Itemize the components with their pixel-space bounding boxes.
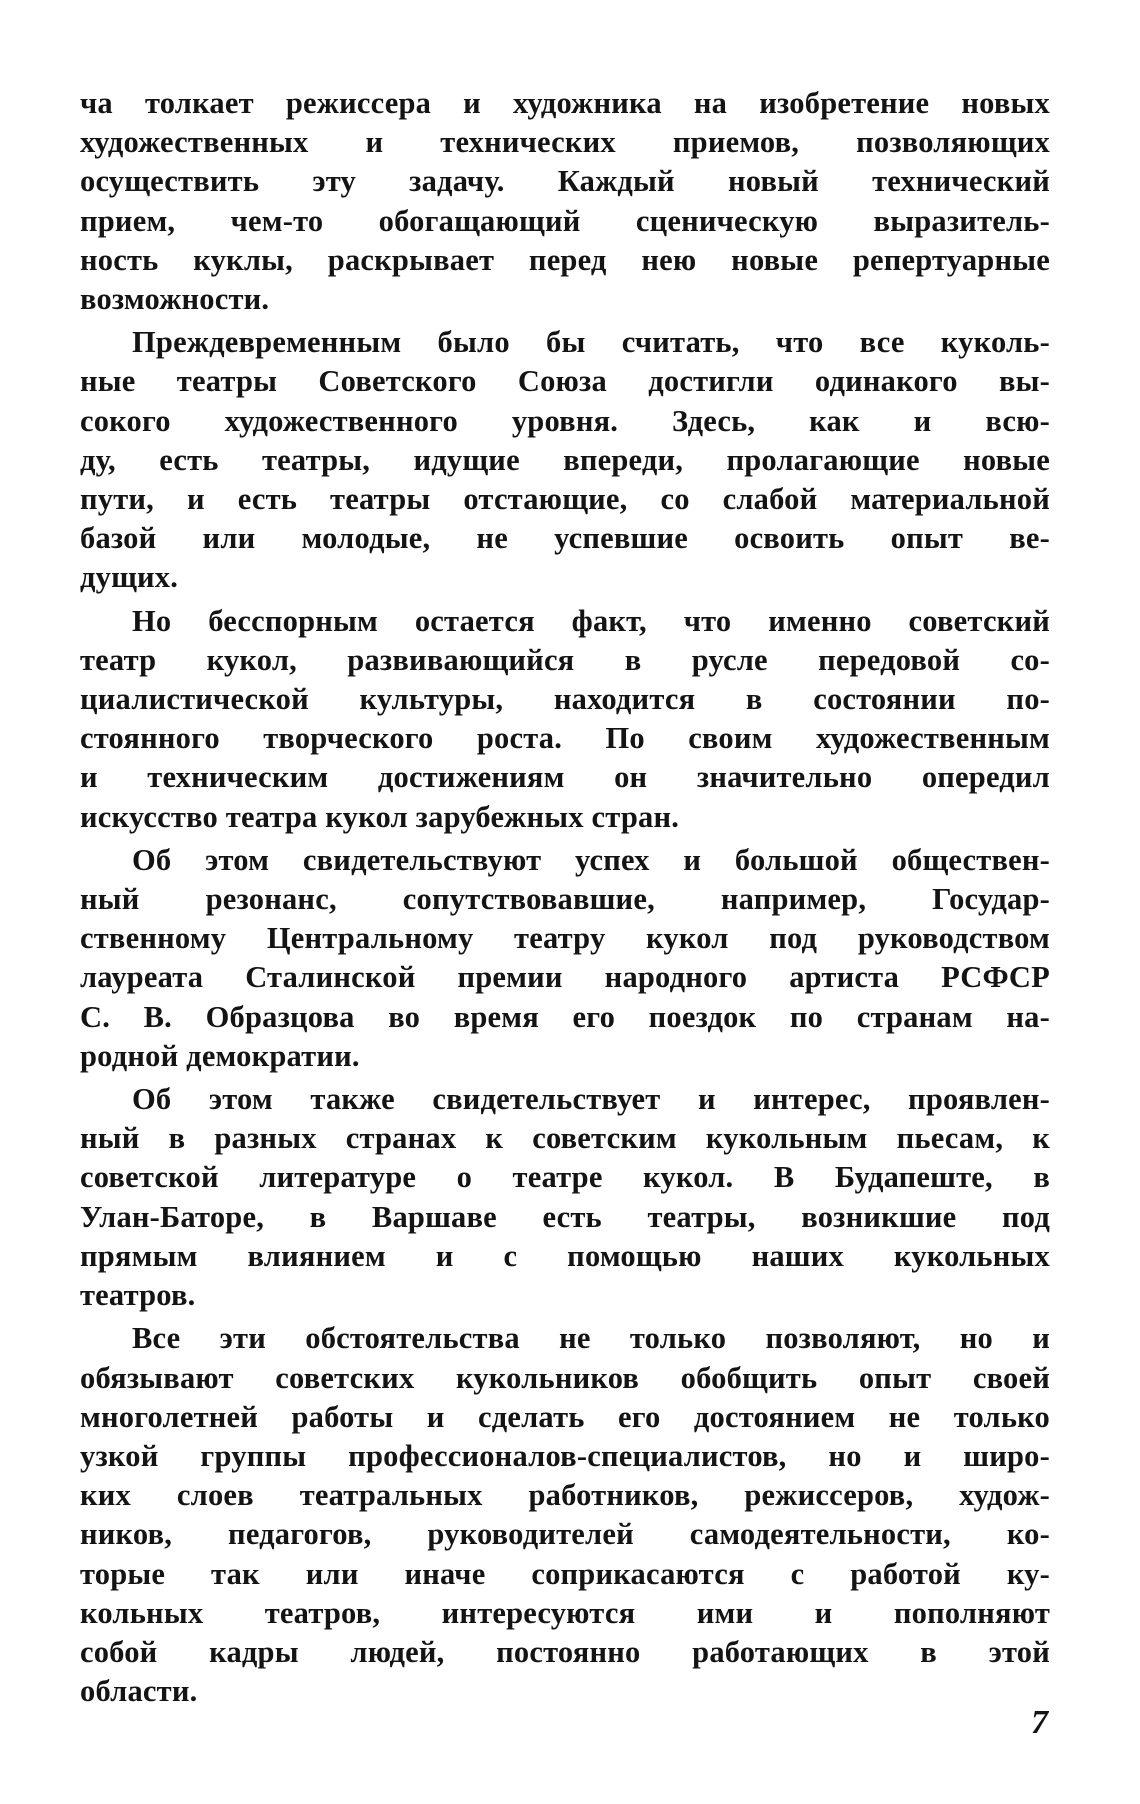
paragraph-5 — [80, 1080, 1050, 1315]
text-line: С. В. Образцова во время его поездок по странам на- — [80, 999, 1050, 1034]
text-line: советской литературе о театре кукол. В Будапеште, в — [80, 1160, 1050, 1195]
text-line: обязывают советских кукольников обобщить опыт своей — [80, 1360, 1050, 1395]
text-line: ственному Центральному театру кукол под руководством — [80, 921, 1050, 956]
page-number: 7 — [1031, 1704, 1048, 1741]
text-line: ких слоев театральных работников, режиссеров, худож- — [80, 1478, 1050, 1513]
text-line: сокого художественного уровня. Здесь, как и всю- — [80, 403, 1050, 438]
text-line: Об этом свидетельствуют успех и большой обществен- — [132, 842, 1050, 877]
text-line: дущих. — [80, 560, 179, 595]
text-line: Но бесспорным остается факт, что именно советский — [132, 603, 1050, 638]
text-line: ность куклы, раскрывает перед нею новые репертуарные — [80, 242, 1050, 277]
paragraph-4 — [80, 841, 1050, 1076]
text-line: осуществить эту задачу. Каждый новый технический — [80, 164, 1050, 199]
text-line: искусство театра кукол зарубежных стран. — [80, 799, 680, 834]
text-line: ников, педагогов, руководителей самодеятельности, ко- — [80, 1517, 1050, 1552]
text-line: театр кукол, развивающийся в русле передовой со- — [80, 642, 1050, 677]
text-line: собой кадры людей, постоянно работающих в этой — [80, 1634, 1050, 1669]
text-line: пути, и есть театры отстающие, со слабой материальной — [80, 482, 1050, 517]
text-line: прием, чем-то обогащающий сценическую выразитель- — [80, 203, 1050, 238]
text-line: области. — [80, 1674, 198, 1709]
text-line: узкой группы профессионалов-специалистов, но и широ- — [80, 1438, 1050, 1473]
text-line: ные театры Советского Союза достигли одинакого вы- — [80, 364, 1050, 399]
text-line: многолетней работы и сделать его достоянием не только — [80, 1399, 1050, 1434]
paragraph-2 — [80, 323, 1050, 597]
text-line: торые так или иначе соприкасаются с работой ку- — [80, 1556, 1050, 1591]
paragraph-6 — [80, 1319, 1050, 1711]
page-body — [80, 84, 1050, 1711]
text-line: возможности. — [80, 282, 270, 317]
text-line: и техническим достижениям он значительно опередил — [80, 760, 1050, 795]
text-line: ча толкает режиссера и художника на изобретение новых — [80, 86, 1050, 120]
text-line: Преждевременным было бы считать, что все куколь- — [132, 325, 1050, 360]
text-line: лауреата Сталинской премии народного артиста РСФСР — [80, 960, 1050, 995]
text-line: базой или молодые, не успевшие освоить опыт ве- — [80, 521, 1050, 556]
text-line: ный резонанс, сопутствовавшие, например, Государ- — [80, 882, 1050, 917]
text-line: художественных и технических приемов, позволяющих — [80, 125, 1050, 160]
text-line: Об этом также свидетельствует и интерес, проявлен- — [132, 1082, 1050, 1117]
text-line: кольных театров, интересуются ими и пополняют — [80, 1595, 1050, 1630]
text-line: родной демократии. — [80, 1038, 360, 1073]
paragraph-3 — [80, 602, 1050, 837]
paragraph-1 — [80, 84, 1050, 319]
text-line: театров. — [80, 1278, 196, 1313]
text-line: циалистической культуры, находится в состоянии по- — [80, 682, 1050, 717]
text-line: ду, есть театры, идущие впереди, пролагающие новые — [80, 442, 1050, 477]
text-line: стоянного творческого роста. По своим художественным — [80, 721, 1050, 756]
text-line: ный в разных странах к советским кукольным пьесам, к — [80, 1121, 1050, 1156]
text-line: прямым влиянием и с помощью наших кукольных — [80, 1238, 1050, 1273]
text-line: Все эти обстоятельства не только позволяют, но и — [132, 1321, 1050, 1356]
text-line: Улан-Баторе, в Варшаве есть театры, возникшие под — [80, 1199, 1050, 1234]
